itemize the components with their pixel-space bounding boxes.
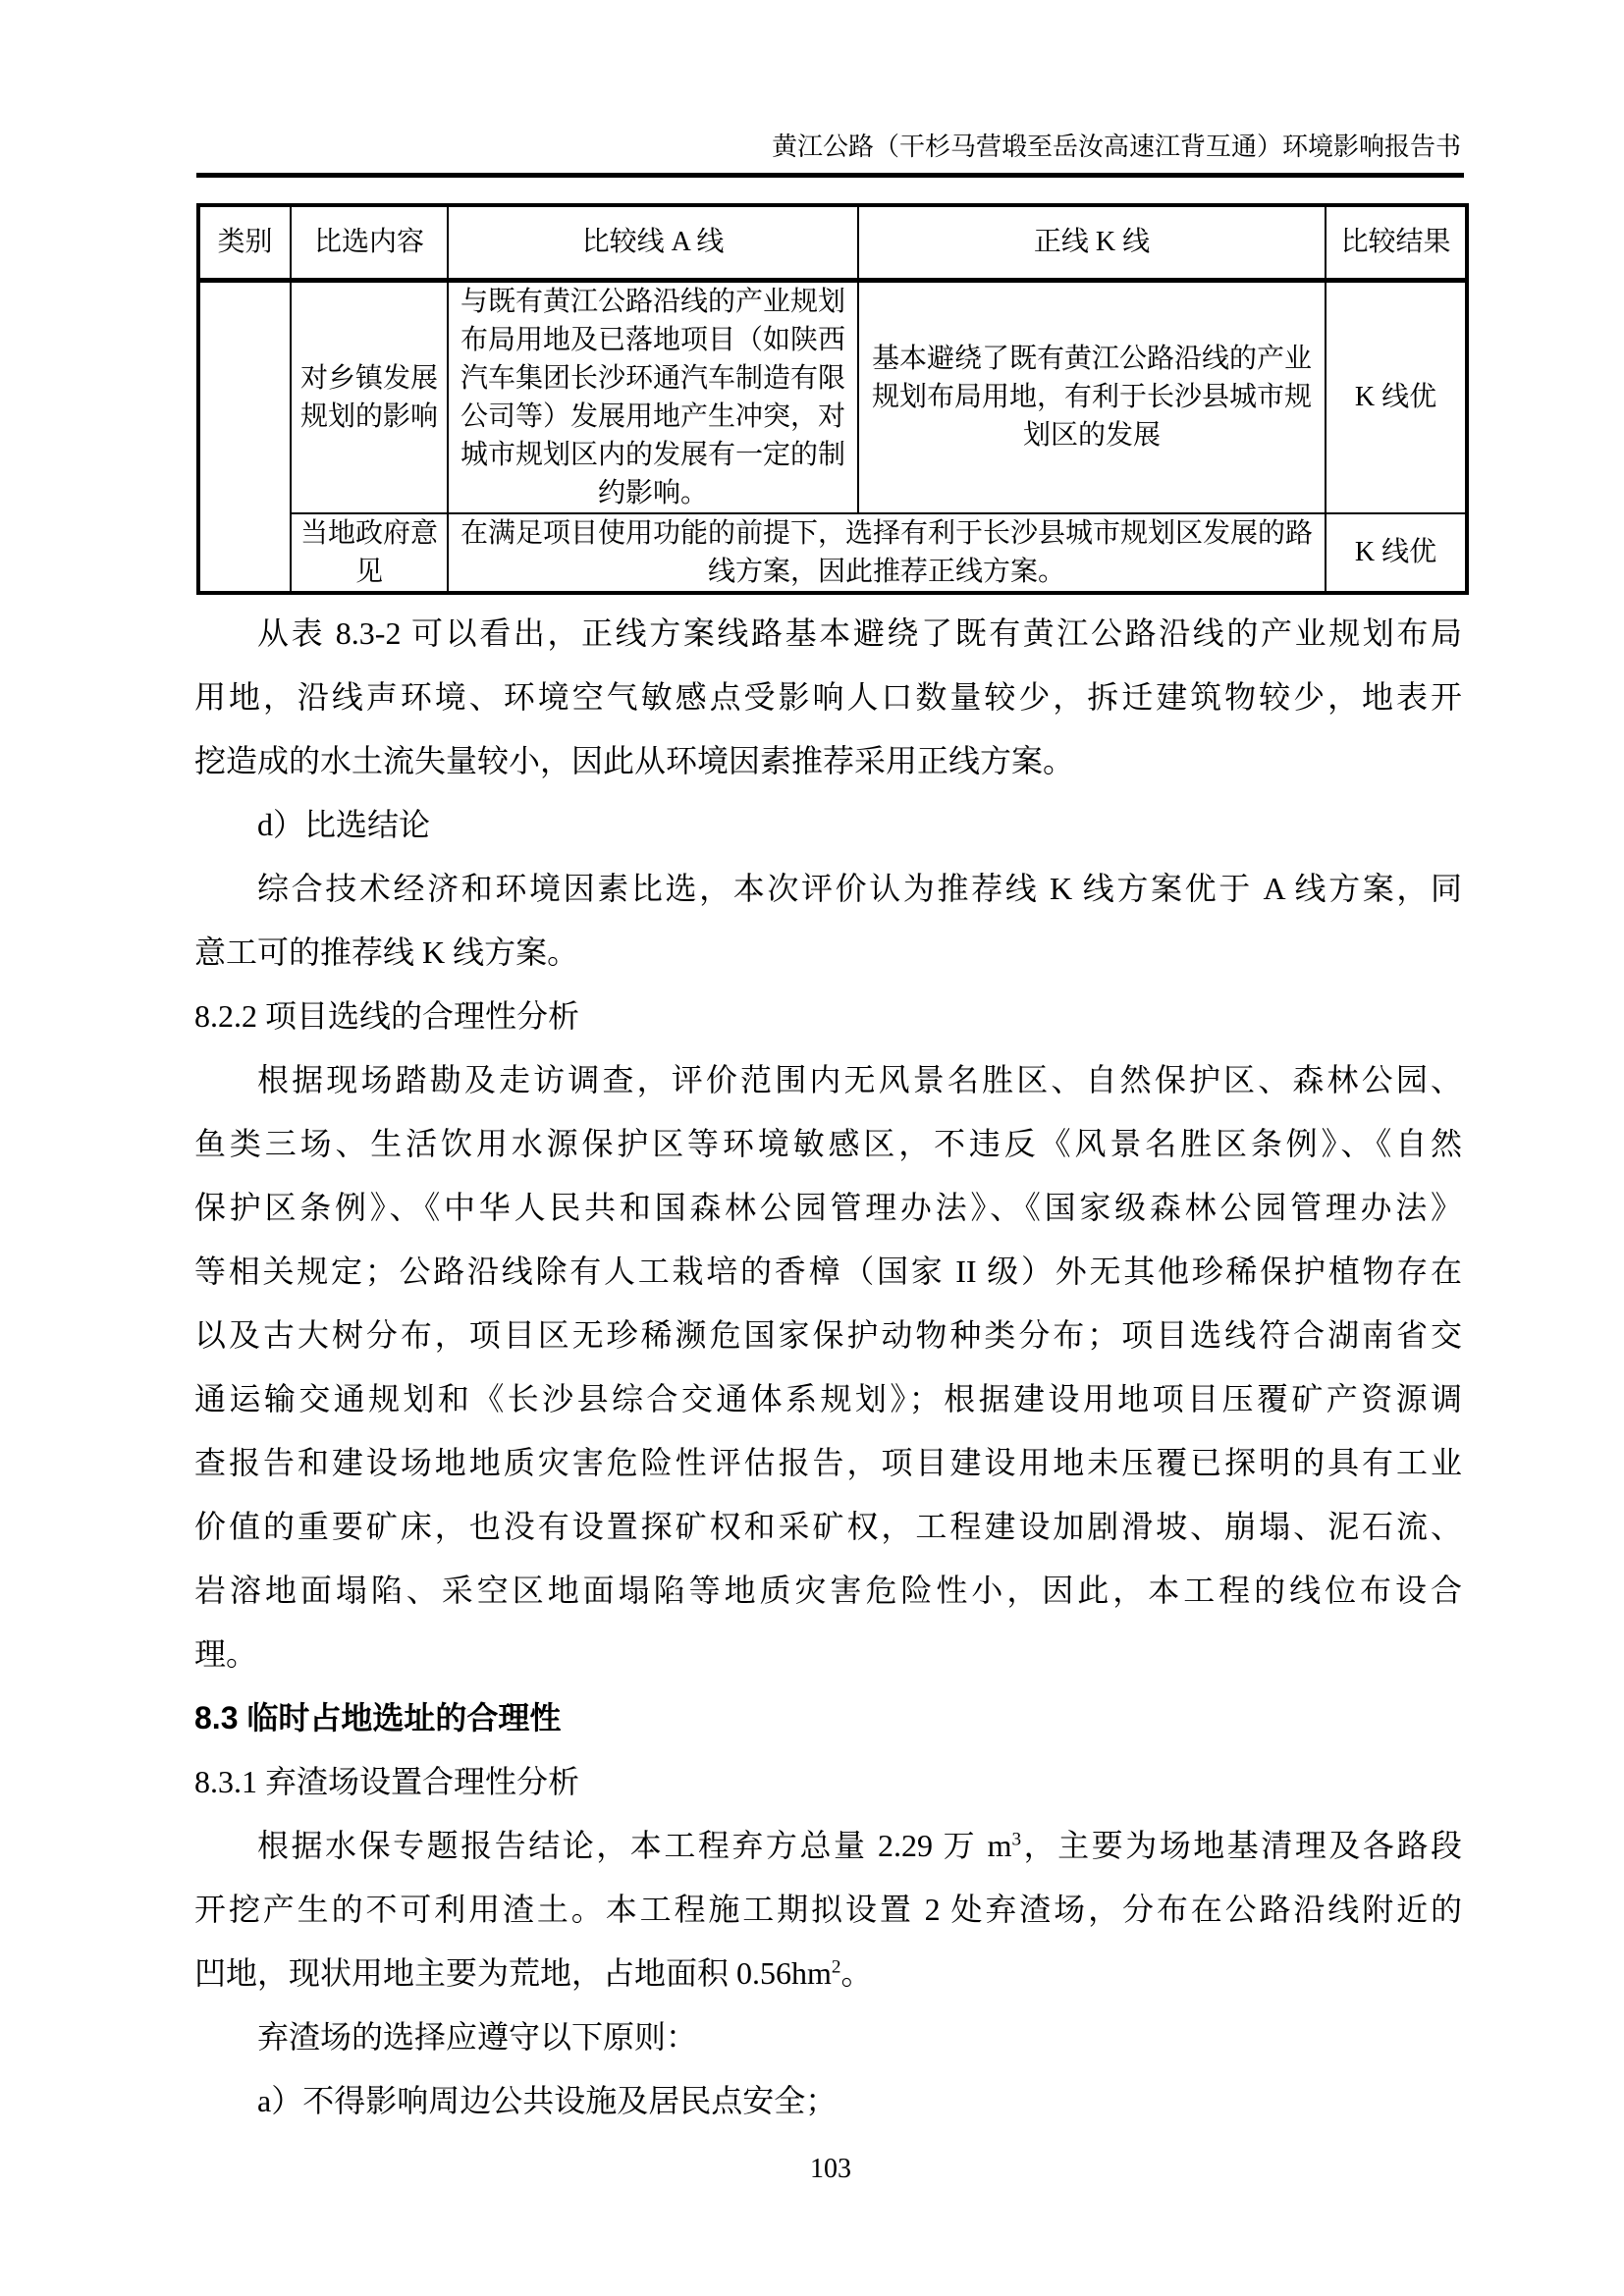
text-line: 用地，沿线声环境、环境空气敏感点受影响人口数量较少，拆迁建筑物较少，地表开 [194,678,1462,715]
paragraph-conclusion [194,857,1462,985]
text-line: 意工可的推荐线 K 线方案。 [194,934,579,970]
text-line: 根据水保专题报告结论，本工程弃方总量 2.29 万 $m^3$，主要为场地基清理及各路段 [257,1827,1462,1863]
heading-8-2-2: 8.2.2 项目选线的合理性分析 [194,997,580,1034]
text-line: 综合技术经济和环境因素比选，本次评价认为推荐线 K 线方案优于 A 线方案，同 [257,870,1462,906]
paragraph-siting [194,1048,1462,1686]
paragraph-principles: 弃渣场的选择应遵守以下原则： [257,2018,698,2055]
header-cell-category: 类别 [198,205,291,280]
cell-line-k: 基本避绕了既有黄江公路沿线的产业规划布局用地，有利于长沙县城市规划区的发展 [858,280,1326,513]
page-header-rule [196,173,1464,178]
header-cell-result: 比较结果 [1326,205,1467,280]
text-line: 通运输交通规划和《长沙县综合交通体系规划》；根据建设用地项目压覆矿产资源调 [194,1380,1462,1416]
cell-item: 当地政府意见 [291,513,448,593]
header-cell-line-a: 比较线 A 线 [448,205,858,280]
heading-8-3: 8.3 临时占地选址的合理性 [194,1699,562,1735]
superscript: 3 [1011,1828,1022,1849]
header-cell-item: 比选内容 [291,205,448,280]
table-row [198,513,1467,593]
paragraph-disposal [194,1814,1462,2005]
heading-8-3-1: 8.3.1 弃渣场设置合理性分析 [194,1763,580,1799]
text-line: 从表 8.3-2 可以看出，正线方案线路基本避绕了既有黄江公路沿线的产业规划布局 [257,614,1462,651]
page-header-title: 黄江公路（干杉马营塅至岳汝高速江背互通）环境影响报告书 [771,133,1461,161]
cell-category [198,280,291,593]
superscript: 2 [831,1955,841,1977]
paragraph-overview [194,602,1462,793]
page-number: 103 [810,2154,851,2184]
cell-line-a: 与既有黄江公路沿线的产业规划布局用地及已落地项目（如陕西汽车集团长沙环通汽车制造有限公司等）发展用地产生冲突，对城市规划区内的发展有一定的制约影响。 [448,280,858,513]
cell-result: K 线优 [1326,513,1467,593]
paragraph-item-a: a）不得影响周边公共设施及居民点安全； [257,2082,838,2118]
body-text [194,602,1462,2133]
cell-opinion: 在满足项目使用功能的前提下，选择有利于长沙县城市规划区发展的路线方案，因此推荐正线方案。 [448,513,1326,593]
text-line: 以及古大树分布，项目区无珍稀濒危国家保护动物种类分布；项目选线符合湖南省交 [194,1316,1462,1353]
text-line: 鱼类三场、生活饮用水源保护区等环境敏感区，不违反《风景名胜区条例》、《自然 [194,1125,1462,1161]
comparison-table [196,203,1469,595]
heading-d-conclusion: d）比选结论 [257,806,431,842]
table-row [198,280,1467,513]
cell-item: 对乡镇发展规划的影响 [291,280,448,513]
text-line: 理。 [194,1635,258,1672]
text-line: 岩溶地面塌陷、采空区地面塌陷等地质灾害危险性小，因此，本工程的线位布设合 [194,1572,1462,1608]
header-cell-line-k: 正线 K 线 [858,205,1326,280]
text-line: 凹地，现状用地主要为荒地，占地面积 $0.56hm^2$。 [194,1954,873,1991]
cell-result: K 线优 [1326,280,1467,513]
text-line: 根据现场踏勘及走访调查，评价范围内无风景名胜区、自然保护区、森林公园、 [257,1061,1462,1097]
text-line: 保护区条例》、《中华人民共和国森林公园管理办法》、《国家级森林公园管理办法》 [194,1189,1462,1225]
table-header-row [198,205,1467,280]
text-line: 价值的重要矿床，也没有设置探矿权和采矿权，工程建设加剧滑坡、崩塌、泥石流、 [194,1508,1462,1544]
text-line: 查报告和建设场地地质灾害危险性评估报告，项目建设用地未压覆已探明的具有工业 [194,1444,1462,1480]
text-line: 挖造成的水土流失量较小，因此从环境因素推荐采用正线方案。 [194,742,1075,778]
text-line: 开挖产生的不可利用渣土。本工程施工期拟设置 2 处弃渣场，分布在公路沿线附近的 [194,1891,1462,1927]
text-line: 等相关规定；公路沿线除有人工栽培的香樟（国家 II 级）外无其他珍稀保护植物存在 [194,1253,1462,1289]
